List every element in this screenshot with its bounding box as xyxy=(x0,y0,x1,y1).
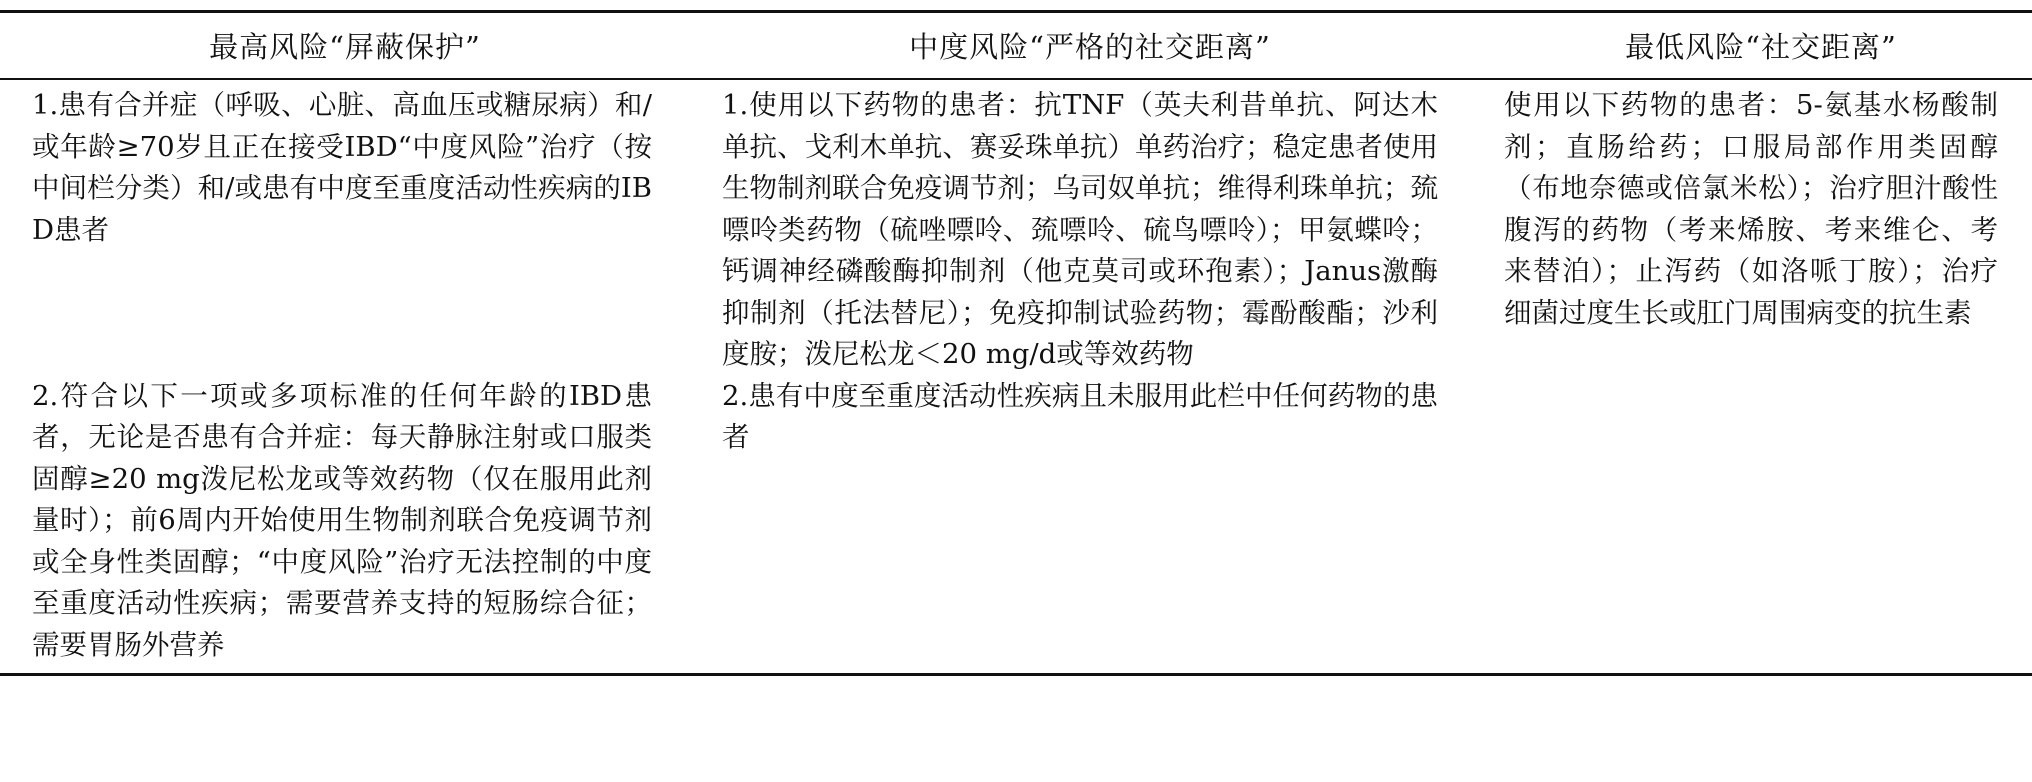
table-body xyxy=(0,79,2032,675)
header-moderate-risk: 中度风险“严格的社交距离” xyxy=(690,12,1490,80)
cell-moderate-risk-item-2: 2.患有中度至重度活动性疾病且未服用此栏中任何药物的患者 xyxy=(690,376,1490,675)
cell-highest-risk-item-1: 1.患有合并症（呼吸、心脏、高血压或糖尿病）和/或年龄≥70岁且正在接受IBD“中度风险”治疗（按中间栏分类）和/或患有中度至重度活动性疾病的IBD患者 xyxy=(32,89,652,246)
cell-lowest-risk-empty xyxy=(1490,376,2032,675)
header-lowest-risk: 最低风险“社交距离” xyxy=(1490,12,2032,80)
table-row xyxy=(0,376,2032,675)
header-row xyxy=(0,12,2032,80)
cell-lowest-risk-item: 使用以下药物的患者：5-氨基水杨酸制剂；直肠给药；口服局部作用类固醇（布地奈德或倍氯米松）；治疗胆汁酸性腹泻的药物（考来烯胺、考来维仑、考来替泊）；止泻药（如洛哌丁胺）；治疗细菌过度生长或肛门周围病变的抗生素 xyxy=(1504,89,1998,329)
risk-category-table xyxy=(0,10,2032,676)
cell-moderate-risk-item-1: 1.使用以下药物的患者：抗TNF（英夫利昔单抗、阿达木单抗、戈利木单抗、赛妥珠单抗）单药治疗；稳定患者使用生物制剂联合免疫调节剂；乌司奴单抗；维得利珠单抗；巯嘌呤类药物（硫唑嘌呤、巯嘌呤、硫鸟嘌呤）；甲氨蝶呤；钙调神经磷酸酶抑制剂（他克莫司或环孢素）；Janus激酶抑制剂（托法替尼）；免疫抑制试验药物；霉酚酸酯；沙利度胺；泼尼松龙＜20 mg/d或等效药物 xyxy=(722,89,1438,370)
cell-highest-risk-item-2: 2.符合以下一项或多项标准的任何年龄的IBD患者，无论是否患有合并症：每天静脉注射或口服类固醇≥20 mg泼尼松龙或等效药物（仅在服用此剂量时）；前6周内开始使用生物制剂联合免疫调节剂或全身性类固醇；“中度风险”治疗无法控制的中度至重度活动性疾病；需要营养支持的短肠综合征；需要胃肠外营养 xyxy=(0,376,690,675)
header-highest-risk: 最高风险“屏蔽保护” xyxy=(0,12,690,80)
table-row xyxy=(0,79,2032,376)
table-header xyxy=(0,12,2032,80)
